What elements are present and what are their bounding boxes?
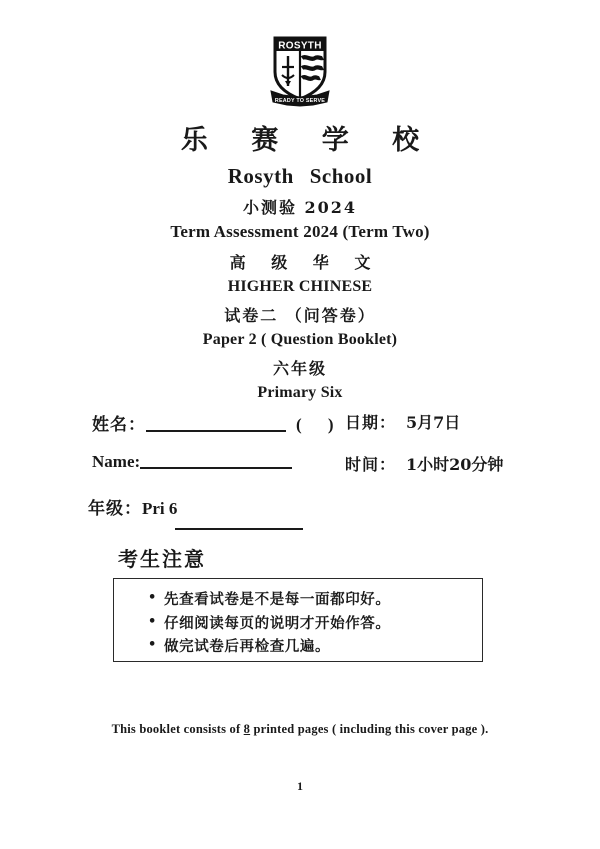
notice-item: • 仔细阅读每页的说明才开始作答。 xyxy=(148,612,482,636)
row-class xyxy=(0,494,600,536)
footer-pages-count: 8 xyxy=(243,722,251,736)
crest-container xyxy=(0,34,600,108)
row-name-cn xyxy=(0,410,600,452)
school-name-cn: 乐 赛 学 校 xyxy=(180,125,437,156)
class-input[interactable] xyxy=(175,514,303,530)
time-value: 1小时20分钟 xyxy=(406,455,504,474)
footer-text-after: printed pages ( including this cover page ). xyxy=(250,722,489,736)
school-name-en xyxy=(0,162,600,190)
class-value: Pri 6 xyxy=(142,499,178,518)
footer-text-before: This booklet consists of xyxy=(111,722,244,736)
header-block xyxy=(0,124,600,404)
notice-item: • 先查看试卷是不是每一面都印好。 xyxy=(148,588,482,612)
class-label: 年级： xyxy=(88,499,142,519)
paper-en: Paper 2 ( Question Booklet) xyxy=(202,330,398,348)
name-cn-label: 姓名： xyxy=(92,415,146,435)
notice-list xyxy=(114,579,482,659)
assessment-title-en: Term Assessment 2024 (Term Two) xyxy=(170,221,430,241)
school-name-en-word1: Rosyth xyxy=(227,163,294,188)
subject-cn: 高 级 华 文 xyxy=(229,252,381,272)
candidate-details-form xyxy=(0,410,600,536)
subject-en: HIGHER CHINESE xyxy=(227,277,373,295)
time-label: 时间： xyxy=(345,455,397,474)
row-name-en xyxy=(0,452,600,494)
name-en-input[interactable] xyxy=(140,453,292,469)
index-number-field[interactable]: ( ) xyxy=(296,415,345,434)
level-cn: 六年级 xyxy=(272,358,327,378)
notice-item: • 做完试卷后再检查几遍。 xyxy=(148,635,482,659)
level-en: Primary Six xyxy=(257,383,343,401)
date-field xyxy=(345,410,460,433)
school-name-en-word2: School xyxy=(309,163,373,188)
time-field xyxy=(345,452,503,475)
booklet-page-count-note xyxy=(0,722,600,737)
name-en-label: Name: xyxy=(92,452,141,471)
date-value: 5月7日 xyxy=(406,413,461,432)
assessment-title-cn: 小测验 2024 xyxy=(242,197,358,217)
page-number: 1 xyxy=(297,779,303,793)
name-cn-input[interactable] xyxy=(146,416,286,432)
date-label: 日期： xyxy=(345,413,397,432)
school-crest-shield-icon xyxy=(269,34,331,108)
svg-text:READY TO SERVE: READY TO SERVE xyxy=(274,98,326,105)
notice-box xyxy=(113,578,483,662)
notice-title: 考生注意 xyxy=(118,547,206,571)
paper-cn: 试卷二 （问答卷） xyxy=(224,305,376,325)
svg-text:ROSYTH: ROSYTH xyxy=(278,40,322,52)
